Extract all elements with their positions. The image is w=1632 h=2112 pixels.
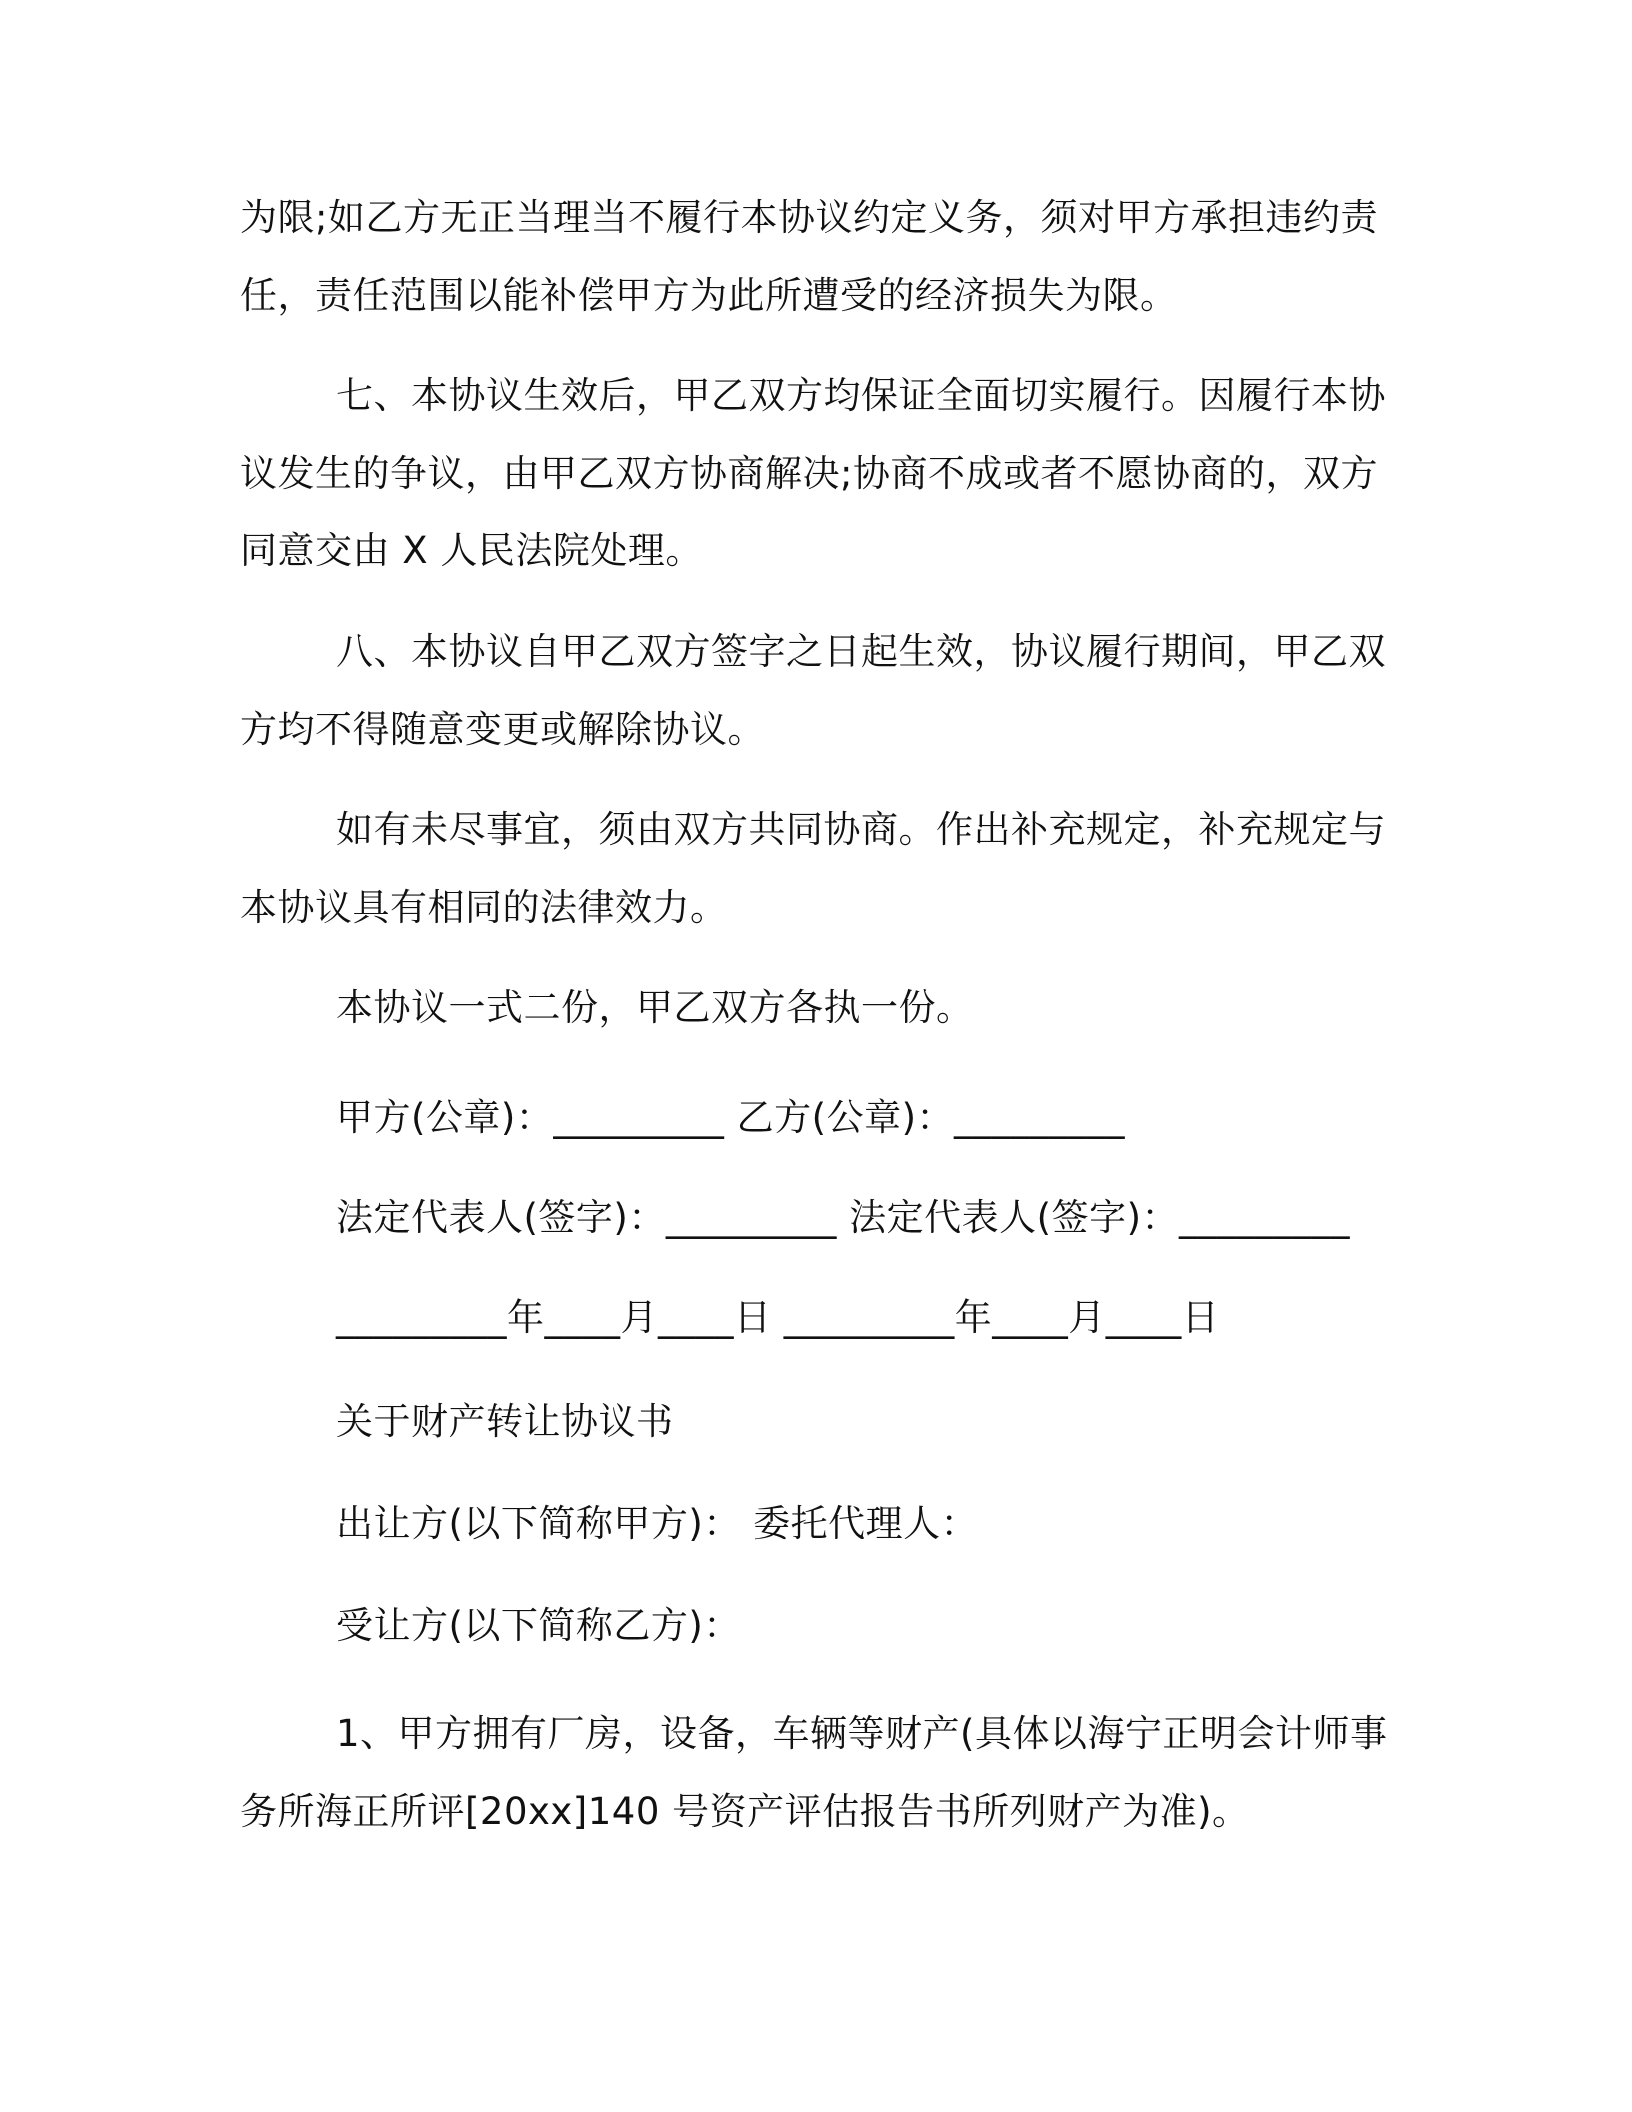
- item-1-line-1: 1、甲方拥有厂房，设备，车辆等财产(具体以海宁正明会计师事: [336, 1712, 1388, 1755]
- paragraph-6-line-1: 为限;如乙方无正当理当不履行本协议约定义务，须对甲方承担违约责: [240, 196, 1378, 239]
- copies-statement: 本协议一式二份，甲乙双方各执一份。: [336, 986, 974, 1029]
- transferee-line: 受让方(以下简称乙方)：: [336, 1604, 741, 1647]
- item-1-line-2: 务所海正所评[20xx]140 号资产评估报告书所列财产为准)。: [240, 1790, 1250, 1833]
- supplement-line-2: 本协议具有相同的法律效力。: [240, 886, 728, 929]
- clause-7-line-3: 同意交由 X 人民法院处理。: [240, 529, 703, 572]
- clause-8-line-1: 八、本协议自甲乙双方签字之日起生效，协议履行期间，甲乙双: [336, 630, 1386, 673]
- date-line: _________年____月____日 _________年____月____日: [336, 1296, 1220, 1339]
- document-title: 关于财产转让协议书: [336, 1400, 674, 1443]
- clause-7-line-2: 议发生的争议，由甲乙双方协商解决;协商不成或者不愿协商的，双方: [240, 452, 1378, 495]
- transferor-line: 出让方(以下简称甲方)： 委托代理人：: [336, 1502, 979, 1545]
- supplement-line-1: 如有未尽事宜，须由双方共同协商。作出补充规定，补充规定与: [336, 808, 1386, 851]
- representative-signature-line: 法定代表人(签字)：_________ 法定代表人(签字)：_________: [336, 1196, 1351, 1239]
- clause-7-line-1: 七、本协议生效后，甲乙双方均保证全面切实履行。因履行本协: [336, 374, 1386, 417]
- paragraph-6-line-2: 任，责任范围以能补偿甲方为此所遭受的经济损失为限。: [240, 274, 1178, 317]
- clause-8-line-2: 方均不得随意变更或解除协议。: [240, 708, 765, 751]
- party-seal-line: 甲方(公章)：_________ 乙方(公章)：_________: [336, 1096, 1126, 1139]
